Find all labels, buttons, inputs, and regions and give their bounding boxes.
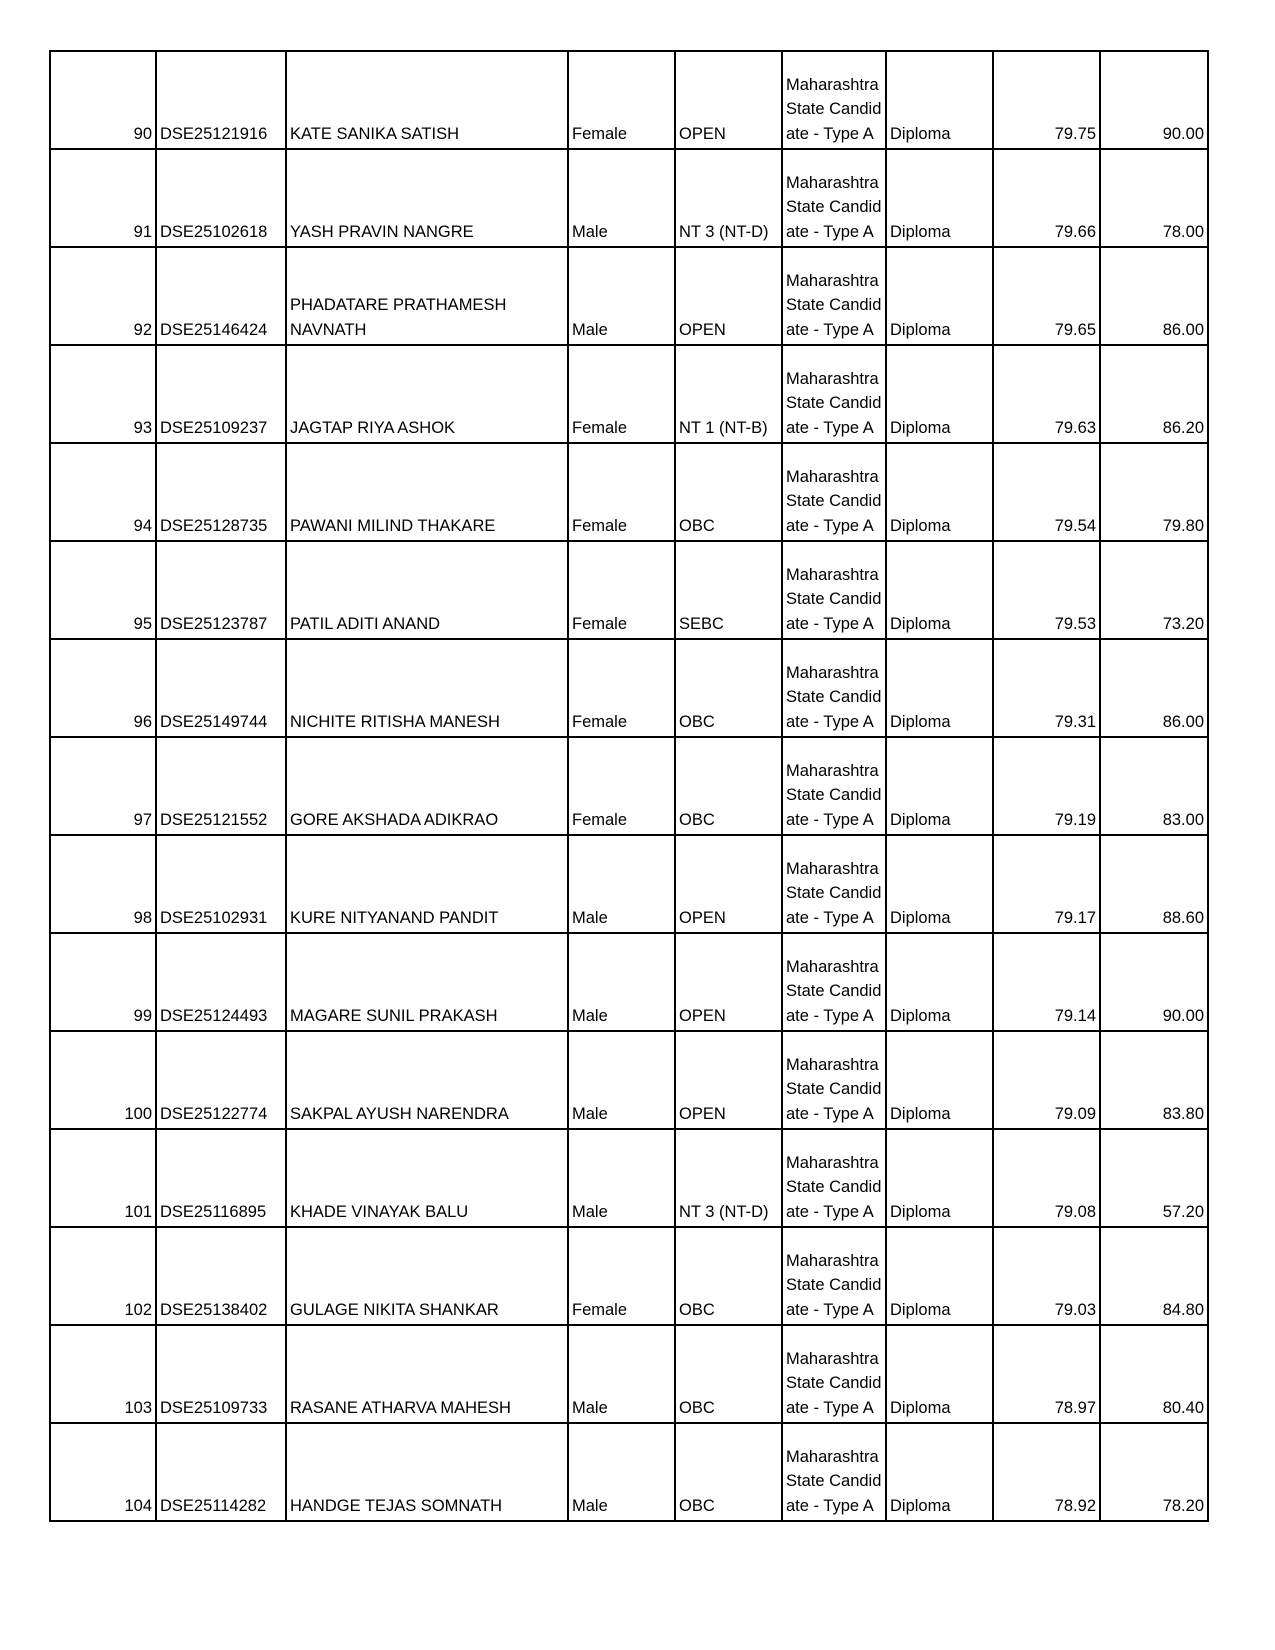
- serial-number-cell: 101: [50, 1129, 156, 1227]
- candidature-type-cell: Maharashtra State Candidate - Type A: [782, 51, 886, 149]
- application-id-cell: DSE25121916: [156, 51, 286, 149]
- category-cell: NT 3 (NT-D): [675, 1129, 782, 1227]
- category-cell: NT 1 (NT-B): [675, 345, 782, 443]
- serial-number-cell: 96: [50, 639, 156, 737]
- candidature-type-cell: Maharashtra State Candidate - Type A: [782, 345, 886, 443]
- other-score-cell: 83.80: [1100, 1031, 1208, 1129]
- other-score-cell: 86.20: [1100, 345, 1208, 443]
- table-row: [50, 639, 1208, 737]
- other-score-cell: 86.00: [1100, 639, 1208, 737]
- gender-cell: Female: [568, 51, 675, 149]
- candidate-name-cell: PHADATARE PRATHAMESH NAVNATH: [286, 247, 568, 345]
- candidate-name-cell: PATIL ADITI ANAND: [286, 541, 568, 639]
- candidature-type-cell: Maharashtra State Candidate - Type A: [782, 1325, 886, 1423]
- gender-cell: Male: [568, 1423, 675, 1521]
- candidate-name-cell: KHADE VINAYAK BALU: [286, 1129, 568, 1227]
- category-cell: OBC: [675, 1423, 782, 1521]
- category-cell: OPEN: [675, 51, 782, 149]
- candidate-name-cell: GULAGE NIKITA SHANKAR: [286, 1227, 568, 1325]
- category-cell: OBC: [675, 1227, 782, 1325]
- table-row: [50, 149, 1208, 247]
- application-id-cell: DSE25124493: [156, 933, 286, 1031]
- gender-cell: Male: [568, 835, 675, 933]
- score-cell: 79.65: [993, 247, 1100, 345]
- qualification-cell: Diploma: [886, 247, 993, 345]
- table-row: [50, 1227, 1208, 1325]
- score-cell: 79.09: [993, 1031, 1100, 1129]
- score-cell: 79.08: [993, 1129, 1100, 1227]
- category-cell: OPEN: [675, 835, 782, 933]
- table-row: [50, 1129, 1208, 1227]
- serial-number-cell: 104: [50, 1423, 156, 1521]
- score-cell: 79.14: [993, 933, 1100, 1031]
- table-row: [50, 933, 1208, 1031]
- serial-number-cell: 90: [50, 51, 156, 149]
- score-cell: 79.03: [993, 1227, 1100, 1325]
- table-row: [50, 541, 1208, 639]
- serial-number-cell: 99: [50, 933, 156, 1031]
- application-id-cell: DSE25123787: [156, 541, 286, 639]
- application-id-cell: DSE25128735: [156, 443, 286, 541]
- category-cell: OBC: [675, 1325, 782, 1423]
- category-cell: OPEN: [675, 933, 782, 1031]
- candidate-name-cell: MAGARE SUNIL PRAKASH: [286, 933, 568, 1031]
- qualification-cell: Diploma: [886, 1227, 993, 1325]
- other-score-cell: 88.60: [1100, 835, 1208, 933]
- candidate-name-cell: JAGTAP RIYA ASHOK: [286, 345, 568, 443]
- serial-number-cell: 91: [50, 149, 156, 247]
- table-row: [50, 1031, 1208, 1129]
- qualification-cell: Diploma: [886, 1325, 993, 1423]
- qualification-cell: Diploma: [886, 51, 993, 149]
- other-score-cell: 83.00: [1100, 737, 1208, 835]
- score-cell: 79.63: [993, 345, 1100, 443]
- candidature-type-cell: Maharashtra State Candidate - Type A: [782, 737, 886, 835]
- score-cell: 79.54: [993, 443, 1100, 541]
- candidate-name-cell: HANDGE TEJAS SOMNATH: [286, 1423, 568, 1521]
- application-id-cell: DSE25122774: [156, 1031, 286, 1129]
- gender-cell: Male: [568, 1031, 675, 1129]
- candidature-type-cell: Maharashtra State Candidate - Type A: [782, 149, 886, 247]
- application-id-cell: DSE25109237: [156, 345, 286, 443]
- score-cell: 79.53: [993, 541, 1100, 639]
- score-cell: 79.31: [993, 639, 1100, 737]
- qualification-cell: Diploma: [886, 1031, 993, 1129]
- score-cell: 79.66: [993, 149, 1100, 247]
- candidate-name-cell: RASANE ATHARVA MAHESH: [286, 1325, 568, 1423]
- application-id-cell: DSE25116895: [156, 1129, 286, 1227]
- application-id-cell: DSE25102618: [156, 149, 286, 247]
- score-cell: 79.75: [993, 51, 1100, 149]
- application-id-cell: DSE25121552: [156, 737, 286, 835]
- qualification-cell: Diploma: [886, 933, 993, 1031]
- application-id-cell: DSE25114282: [156, 1423, 286, 1521]
- category-cell: OBC: [675, 443, 782, 541]
- qualification-cell: Diploma: [886, 835, 993, 933]
- category-cell: OBC: [675, 639, 782, 737]
- other-score-cell: 86.00: [1100, 247, 1208, 345]
- other-score-cell: 78.20: [1100, 1423, 1208, 1521]
- table-row: [50, 443, 1208, 541]
- candidature-type-cell: Maharashtra State Candidate - Type A: [782, 835, 886, 933]
- gender-cell: Female: [568, 639, 675, 737]
- qualification-cell: Diploma: [886, 149, 993, 247]
- other-score-cell: 90.00: [1100, 51, 1208, 149]
- other-score-cell: 57.20: [1100, 1129, 1208, 1227]
- score-cell: 78.97: [993, 1325, 1100, 1423]
- candidature-type-cell: Maharashtra State Candidate - Type A: [782, 1031, 886, 1129]
- candidature-type-cell: Maharashtra State Candidate - Type A: [782, 247, 886, 345]
- application-id-cell: DSE25102931: [156, 835, 286, 933]
- other-score-cell: 80.40: [1100, 1325, 1208, 1423]
- other-score-cell: 90.00: [1100, 933, 1208, 1031]
- score-cell: 79.17: [993, 835, 1100, 933]
- serial-number-cell: 98: [50, 835, 156, 933]
- application-id-cell: DSE25149744: [156, 639, 286, 737]
- candidature-type-cell: Maharashtra State Candidate - Type A: [782, 541, 886, 639]
- qualification-cell: Diploma: [886, 737, 993, 835]
- category-cell: OBC: [675, 737, 782, 835]
- application-id-cell: DSE25109733: [156, 1325, 286, 1423]
- gender-cell: Female: [568, 737, 675, 835]
- qualification-cell: Diploma: [886, 345, 993, 443]
- category-cell: SEBC: [675, 541, 782, 639]
- category-cell: OPEN: [675, 1031, 782, 1129]
- serial-number-cell: 100: [50, 1031, 156, 1129]
- gender-cell: Male: [568, 1129, 675, 1227]
- serial-number-cell: 102: [50, 1227, 156, 1325]
- table-row: [50, 1325, 1208, 1423]
- other-score-cell: 78.00: [1100, 149, 1208, 247]
- candidature-type-cell: Maharashtra State Candidate - Type A: [782, 1227, 886, 1325]
- serial-number-cell: 97: [50, 737, 156, 835]
- serial-number-cell: 92: [50, 247, 156, 345]
- candidature-type-cell: Maharashtra State Candidate - Type A: [782, 1423, 886, 1521]
- table-row: [50, 835, 1208, 933]
- gender-cell: Male: [568, 1325, 675, 1423]
- other-score-cell: 84.80: [1100, 1227, 1208, 1325]
- candidature-type-cell: Maharashtra State Candidate - Type A: [782, 639, 886, 737]
- gender-cell: Male: [568, 247, 675, 345]
- gender-cell: Male: [568, 933, 675, 1031]
- serial-number-cell: 95: [50, 541, 156, 639]
- table-row: [50, 737, 1208, 835]
- table-row: [50, 345, 1208, 443]
- gender-cell: Female: [568, 443, 675, 541]
- candidature-type-cell: Maharashtra State Candidate - Type A: [782, 1129, 886, 1227]
- table-row: [50, 247, 1208, 345]
- score-cell: 78.92: [993, 1423, 1100, 1521]
- gender-cell: Female: [568, 1227, 675, 1325]
- qualification-cell: Diploma: [886, 639, 993, 737]
- serial-number-cell: 103: [50, 1325, 156, 1423]
- other-score-cell: 73.20: [1100, 541, 1208, 639]
- qualification-cell: Diploma: [886, 1129, 993, 1227]
- candidature-type-cell: Maharashtra State Candidate - Type A: [782, 443, 886, 541]
- serial-number-cell: 94: [50, 443, 156, 541]
- candidate-name-cell: GORE AKSHADA ADIKRAO: [286, 737, 568, 835]
- merit-list-table: [49, 50, 1209, 1522]
- table-row: [50, 51, 1208, 149]
- application-id-cell: DSE25138402: [156, 1227, 286, 1325]
- application-id-cell: DSE25146424: [156, 247, 286, 345]
- candidature-type-cell: Maharashtra State Candidate - Type A: [782, 933, 886, 1031]
- candidate-name-cell: SAKPAL AYUSH NARENDRA: [286, 1031, 568, 1129]
- score-cell: 79.19: [993, 737, 1100, 835]
- category-cell: OPEN: [675, 247, 782, 345]
- table-row: [50, 1423, 1208, 1521]
- other-score-cell: 79.80: [1100, 443, 1208, 541]
- gender-cell: Male: [568, 149, 675, 247]
- candidate-name-cell: KURE NITYANAND PANDIT: [286, 835, 568, 933]
- candidate-name-cell: KATE SANIKA SATISH: [286, 51, 568, 149]
- serial-number-cell: 93: [50, 345, 156, 443]
- candidate-name-cell: YASH PRAVIN NANGRE: [286, 149, 568, 247]
- gender-cell: Female: [568, 345, 675, 443]
- candidate-name-cell: NICHITE RITISHA MANESH: [286, 639, 568, 737]
- qualification-cell: Diploma: [886, 541, 993, 639]
- gender-cell: Female: [568, 541, 675, 639]
- qualification-cell: Diploma: [886, 1423, 993, 1521]
- candidate-name-cell: PAWANI MILIND THAKARE: [286, 443, 568, 541]
- qualification-cell: Diploma: [886, 443, 993, 541]
- category-cell: NT 3 (NT-D): [675, 149, 782, 247]
